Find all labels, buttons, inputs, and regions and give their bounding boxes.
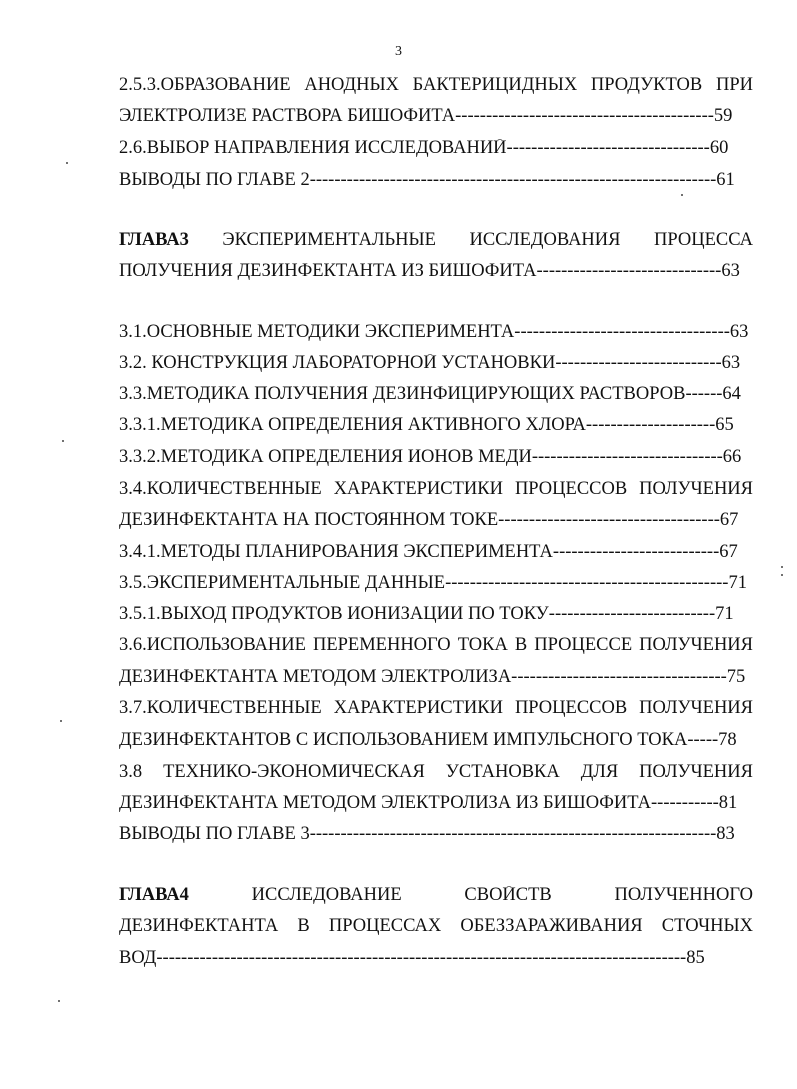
chapter-3-title-cont: ПОЛУЧЕНИЯ ДЕЗИНФЕКТАНТА ИЗ БИШОФИТА------------------------------63 <box>119 262 740 281</box>
toc-word: В <box>514 636 528 655</box>
toc-entry-3-1: 3.1.ОСНОВНЫЕ МЕТОДИКИ ЭКСПЕРИМЕНТА-----------------------------------63 <box>119 323 749 342</box>
toc-word: СТОЧНЫХ <box>661 917 753 936</box>
toc-word: 3.7.КОЛИЧЕСТВЕННЫЕ <box>119 699 322 718</box>
toc-word: ХАРАКТЕРИСТИКИ <box>333 699 503 718</box>
page-number: 3 <box>395 44 402 59</box>
scan-speck <box>58 1000 60 1002</box>
toc-entry-2-6: 2.6.ВЫБОР НАПРАВЛЕНИЯ ИССЛЕДОВАНИЙ---------------------------------60 <box>119 139 729 158</box>
toc-word: УСТАНОВКА <box>445 763 560 782</box>
toc-entry-3-6-cont: ДЕЗИНФЕКТАНТА МЕТОДОМ ЭЛЕКТРОЛИЗА-----------------------------------75 <box>119 668 746 687</box>
toc-entry-3-8 <box>119 763 753 782</box>
chapter-3-label: ГЛАВА3 <box>119 231 189 250</box>
toc-word: В <box>297 917 310 936</box>
scan-speck <box>66 162 68 164</box>
scan-speck <box>60 720 62 722</box>
heading-word: ИССЛЕДОВАНИЕ <box>251 886 402 905</box>
heading-word: ЭКСПЕРИМЕНТАЛЬНЫЕ <box>222 231 436 250</box>
toc-word: ПОЛУЧЕНИЯ <box>639 699 753 718</box>
toc-word: ПРОЦЕССОВ <box>514 699 628 718</box>
toc-entry-3-8-cont: ДЕЗИНФЕКТАНТА МЕТОДОМ ЭЛЕКТРОЛИЗА ИЗ БИШОФИТА-----------81 <box>119 794 738 813</box>
toc-entry-3-3: 3.3.МЕТОДИКА ПОЛУЧЕНИЯ ДЕЗИНФИЦИРУЮЩИХ РАСТВОРОВ------64 <box>119 385 741 404</box>
toc-word: 3.6.ИСПОЛЬЗОВАНИЕ <box>119 636 306 655</box>
toc-word: ХАРАКТЕРИСТИКИ <box>333 480 503 499</box>
heading-word: ПОЛУЧЕННОГО <box>614 886 753 905</box>
toc-word: ПОЛУЧЕНИЯ <box>639 763 753 782</box>
toc-word: ОБЕЗЗАРАЖИВАНИЯ <box>460 917 643 936</box>
heading-word: ИССЛЕДОВАНИЯ <box>469 231 621 250</box>
toc-entry-3-4 <box>119 480 753 499</box>
toc-word: ПРОЦЕССЕ <box>534 636 633 655</box>
toc-entry-2-5-3 <box>119 76 753 95</box>
toc-word: БАКТЕРИЦИДНЫХ <box>412 76 578 95</box>
toc-word: ПРОЦЕССАХ <box>328 917 442 936</box>
toc-word: ДЕЗИНФЕКТАНТА <box>119 917 279 936</box>
chapter-4-heading <box>119 886 753 905</box>
chapter-4-label: ГЛАВА4 <box>119 886 189 905</box>
toc-word: ПРОДУКТОВ <box>590 76 703 95</box>
toc-word: ДЛЯ <box>580 763 619 782</box>
toc-entry-3-2: 3.2. КОНСТРУКЦИЯ ЛАБОРАТОРНОЙ УСТАНОВКИ---------------------------63 <box>119 354 741 373</box>
chapter-4-title-cont <box>119 917 753 936</box>
chapter-4-title-end: ВОД--------------------------------------------------------------------------------------85 <box>119 949 705 968</box>
toc-word: ПОЛУЧЕНИЯ <box>639 480 753 499</box>
toc-word: ТОКА <box>457 636 508 655</box>
heading-word: ПРОЦЕССА <box>653 231 753 250</box>
toc-entry-2-5-3-cont: ЭЛЕКТРОЛИЗЕ РАСТВОРА БИШОФИТА------------------------------------------59 <box>119 107 733 126</box>
toc-entry-3-6 <box>119 636 753 655</box>
toc-word: ПЕРЕМЕННОГО <box>312 636 451 655</box>
toc-word: ПОЛУЧЕНИЯ <box>639 636 753 655</box>
heading-word: СВОЙСТВ <box>464 886 552 905</box>
toc-entry-3-5: 3.5.ЭКСПЕРИМЕНТАЛЬНЫЕ ДАННЫЕ----------------------------------------------71 <box>119 574 747 593</box>
scan-speck <box>681 194 683 196</box>
scan-speck <box>781 566 783 568</box>
toc-entry-3-3-2: 3.3.2.МЕТОДИКА ОПРЕДЕЛЕНИЯ ИОНОВ МЕДИ-------------------------------66 <box>119 448 742 467</box>
toc-entry-3-4-cont: ДЕЗИНФЕКТАНТА НА ПОСТОЯННОМ ТОКЕ------------------------------------67 <box>119 511 739 530</box>
toc-word: ПРИ <box>715 76 753 95</box>
toc-entry-3-7 <box>119 699 753 718</box>
toc-word: 2.5.3.ОБРАЗОВАНИЕ <box>119 76 291 95</box>
toc-word: 3.4.КОЛИЧЕСТВЕННЫЕ <box>119 480 322 499</box>
toc-word: 3.8 <box>119 763 143 782</box>
toc-entry-3-4-1: 3.4.1.МЕТОДЫ ПЛАНИРОВАНИЯ ЭКСПЕРИМЕНТА---------------------------67 <box>119 543 738 562</box>
scan-speck <box>781 574 783 576</box>
scan-speck <box>62 440 64 442</box>
toc-conclusions-ch2: ВЫВОДЫ ПО ГЛАВЕ 2------------------------------------------------------------------61 <box>119 171 735 190</box>
toc-entry-3-5-1: 3.5.1.ВЫХОД ПРОДУКТОВ ИОНИЗАЦИИ ПО ТОКУ---------------------------71 <box>119 605 734 624</box>
toc-entry-3-3-1: 3.3.1.МЕТОДИКА ОПРЕДЕЛЕНИЯ АКТИВНОГО ХЛОРА---------------------65 <box>119 416 734 435</box>
toc-word: ПРОЦЕССОВ <box>514 480 628 499</box>
toc-word: ТЕХНИКО-ЭКОНОМИЧЕСКАЯ <box>163 763 425 782</box>
toc-conclusions-ch3: ВЫВОДЫ ПО ГЛАВЕ 3------------------------------------------------------------------83 <box>119 825 735 844</box>
toc-entry-3-7-cont: ДЕЗИНФЕКТАНТОВ С ИСПОЛЬЗОВАНИЕМ ИМПУЛЬСНОГО ТОКА-----78 <box>119 731 737 750</box>
toc-word: АНОДНЫХ <box>304 76 399 95</box>
chapter-3-heading <box>119 231 753 250</box>
